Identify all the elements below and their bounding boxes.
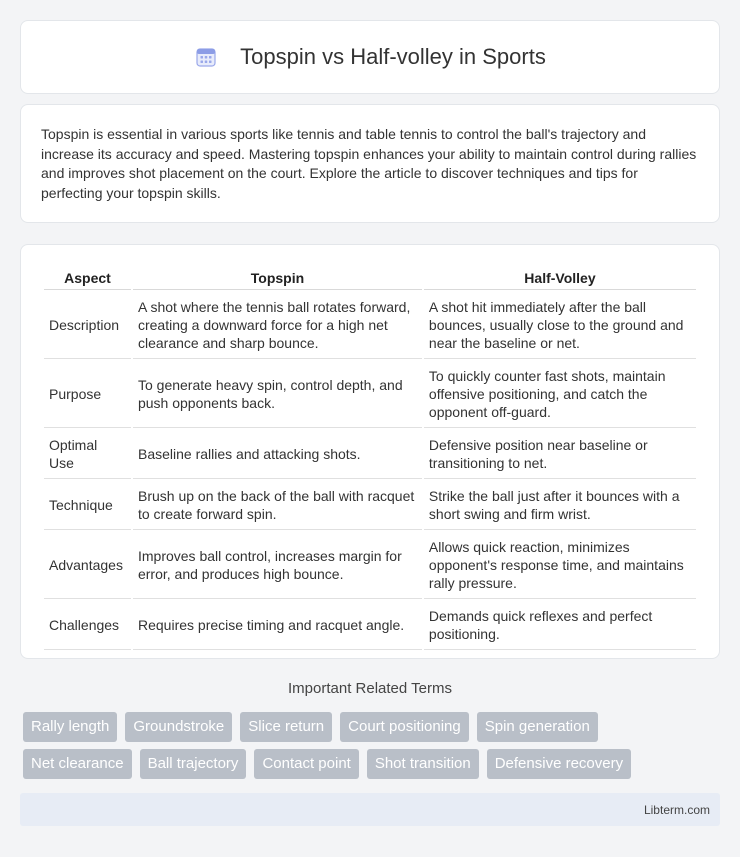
half-volley-cell: Allows quick reaction, minimizes opponent's response time, and maintains rally pressure. — [424, 532, 696, 599]
comparison-table — [42, 265, 698, 652]
page-title: Topspin vs Half-volley in Sports — [240, 44, 546, 69]
aspect-cell: Advantages — [44, 532, 131, 599]
table-row — [44, 601, 696, 650]
topspin-cell: Requires precise timing and racquet angle. — [133, 601, 422, 650]
table-row — [44, 292, 696, 359]
footer — [20, 793, 720, 826]
topspin-cell: Improves ball control, increases margin for error, and produces high bounce. — [133, 532, 422, 599]
tag-row — [23, 749, 723, 779]
half-volley-cell: To quickly counter fast shots, maintain offensive positioning, and catch the opponent off-guard. — [424, 361, 696, 428]
table-row — [44, 430, 696, 479]
aspect-cell: Description — [44, 292, 131, 359]
half-volley-cell: Strike the ball just after it bounces with a short swing and firm wrist. — [424, 481, 696, 530]
tag-net-clearance[interactable]: Net clearance — [23, 749, 132, 779]
aspect-cell: Technique — [44, 481, 131, 530]
tag-groundstroke[interactable]: Groundstroke — [125, 712, 232, 742]
tag-defensive-recovery[interactable]: Defensive recovery — [487, 749, 631, 779]
aspect-cell: Challenges — [44, 601, 131, 650]
related-terms-title: Important Related Terms — [288, 680, 452, 697]
intro-text: Topspin is essential in various sports like tennis and table tennis to control the ball's trajectory and increase its accuracy and speed. Mastering topspin enhances your ability to maintain control during rallies and improves shot placement on the court. Explore the article to discover techniques and tips for perfecting your topspin skills. — [41, 126, 697, 201]
intro-card — [20, 104, 720, 223]
tag-contact-point[interactable]: Contact point — [254, 749, 358, 779]
related-terms — [23, 712, 723, 786]
topspin-cell: A shot where the tennis ball rotates forward, creating a downward force for a high net clearance and sharp bounce. — [133, 292, 422, 359]
half-volley-cell: A shot hit immediately after the ball bounces, usually close to the ground and near the baseline or net. — [424, 292, 696, 359]
topspin-cell: Baseline rallies and attacking shots. — [133, 430, 422, 479]
tag-rally-length[interactable]: Rally length — [23, 712, 117, 742]
aspect-cell: Purpose — [44, 361, 131, 428]
comparison-table-card — [20, 244, 720, 659]
tag-spin-generation[interactable]: Spin generation — [477, 712, 598, 742]
tag-slice-return[interactable]: Slice return — [240, 712, 332, 742]
tag-shot-transition[interactable]: Shot transition — [367, 749, 479, 779]
tag-row — [23, 712, 723, 742]
table-row — [44, 361, 696, 428]
header-topspin: Topspin — [133, 267, 422, 290]
title-wrap — [194, 44, 546, 70]
table-row — [44, 481, 696, 530]
topspin-cell: Brush up on the back of the ball with racquet to create forward spin. — [133, 481, 422, 530]
table-row — [44, 532, 696, 599]
tag-ball-trajectory[interactable]: Ball trajectory — [140, 749, 247, 779]
calendar-grid-icon — [194, 45, 218, 69]
tag-court-positioning[interactable]: Court positioning — [340, 712, 469, 742]
title-card — [20, 20, 720, 94]
aspect-cell: Optimal Use — [44, 430, 131, 479]
topspin-cell: To generate heavy spin, control depth, and push opponents back. — [133, 361, 422, 428]
table-header-row — [44, 267, 696, 290]
half-volley-cell: Demands quick reflexes and perfect positioning. — [424, 601, 696, 650]
footer-brand[interactable]: Libterm.com — [643, 802, 710, 817]
half-volley-cell: Defensive position near baseline or transitioning to net. — [424, 430, 696, 479]
header-aspect: Aspect — [44, 267, 131, 290]
header-half-volley: Half-Volley — [424, 267, 696, 290]
